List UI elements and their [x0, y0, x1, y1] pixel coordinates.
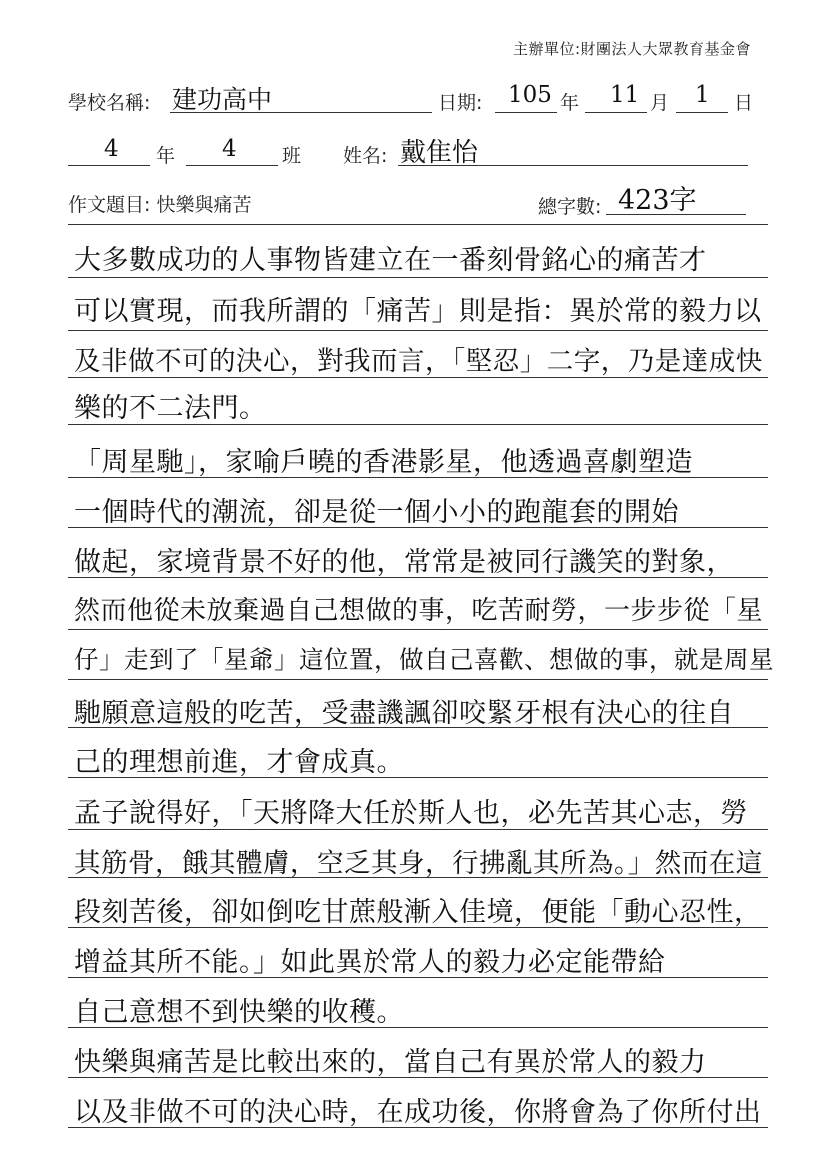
essay-line: 做起，家境背景不好的他，常常是被同行譏笑的對象， — [74, 547, 734, 578]
essay-line: 一個時代的潮流，卻是從一個小小的跑龍套的開始 — [74, 497, 679, 528]
grade-value: 4 — [104, 136, 119, 162]
topic-label: 作文題目: 快樂與痛苦 — [68, 194, 252, 216]
organizer-text: 主辦單位:財團法人大眾教育基金會 — [512, 40, 751, 58]
essay-line: 段刻苦後，卻如倒吃甘蔗般漸入佳境，便能「動心忍性， — [74, 897, 762, 928]
name-label: 姓名: — [343, 145, 388, 167]
essay-line: 「周星馳」，家喻戶曉的香港影星，他透過喜劇塑造 — [74, 447, 693, 478]
essay-line: 然而他從未放棄過自己想做的事，吃苦耐勞，一步步從「星 — [74, 596, 764, 626]
essay-line: 快樂與痛苦是比較出來的，當自己有異於常人的毅力 — [74, 1047, 707, 1078]
essay-line: 增益其所不能。」如此異於常人的毅力必定能帶給 — [74, 947, 666, 978]
wordcount-label: 總字數: — [538, 196, 602, 218]
school-underline — [170, 112, 432, 113]
name-value: 戴隹怡 — [400, 138, 479, 168]
essay-line: 仔」走到了「星爺」這位置，做自己喜歡、想做的事，就是周星 — [74, 645, 774, 674]
rule-line — [68, 629, 768, 630]
date-day-value: 1 — [695, 82, 710, 108]
wordcount-underline — [606, 214, 746, 215]
date-label: 日期: — [438, 92, 483, 114]
date-year-underline — [495, 112, 557, 113]
date-month-value: 11 — [610, 82, 640, 108]
essay-line: 以及非做不可的決心時，在成功後，你將會為了你所付出 — [74, 1097, 762, 1128]
essay-line: 大多數成功的人事物皆建立在一番刻骨銘心的痛苦才 — [74, 245, 707, 276]
essay-line: 可以實現，而我所謂的「痛苦」則是指：異於常的毅力以 — [74, 296, 762, 327]
school-value: 建功高中 — [172, 85, 273, 114]
date-day-underline — [676, 112, 728, 113]
essay-line: 樂的不二法門。 — [74, 393, 267, 424]
essay-line: 自己意想不到快樂的收穫。 — [74, 997, 404, 1028]
essay-line: 己的理想前進，才會成真。 — [74, 747, 404, 778]
date-month-underline — [585, 112, 647, 113]
year-label: 年 — [560, 92, 580, 114]
rule-line — [68, 277, 768, 278]
class-value: 4 — [222, 136, 237, 162]
grade-label: 年 — [156, 145, 176, 167]
name-underline — [398, 165, 748, 166]
essay-line: 其筋骨，餓其體膚，空乏其身，行拂亂其所為。」然而在這 — [74, 848, 763, 879]
rule-line — [68, 224, 768, 225]
class-label: 班 — [282, 145, 302, 167]
grade-underline — [68, 165, 150, 166]
class-underline — [186, 165, 278, 166]
day-label: 日 — [734, 92, 754, 114]
wordcount-value: 423字 — [618, 185, 697, 216]
month-label: 月 — [650, 92, 670, 114]
date-year-value: 105 — [508, 82, 552, 108]
rule-line — [68, 330, 768, 331]
essay-line: 及非做不可的決心，對我而言，「堅忍」二字，乃是達成快 — [74, 346, 763, 377]
rule-line — [68, 679, 768, 680]
school-label: 學校名稱: — [68, 92, 151, 114]
essay-line: 孟子說得好，「天將降大任於斯人也，必先苦其心志，勞 — [74, 798, 748, 829]
essay-line: 馳願意這般的吃苦，受盡譏諷卻咬緊牙根有決心的往自 — [74, 698, 734, 729]
